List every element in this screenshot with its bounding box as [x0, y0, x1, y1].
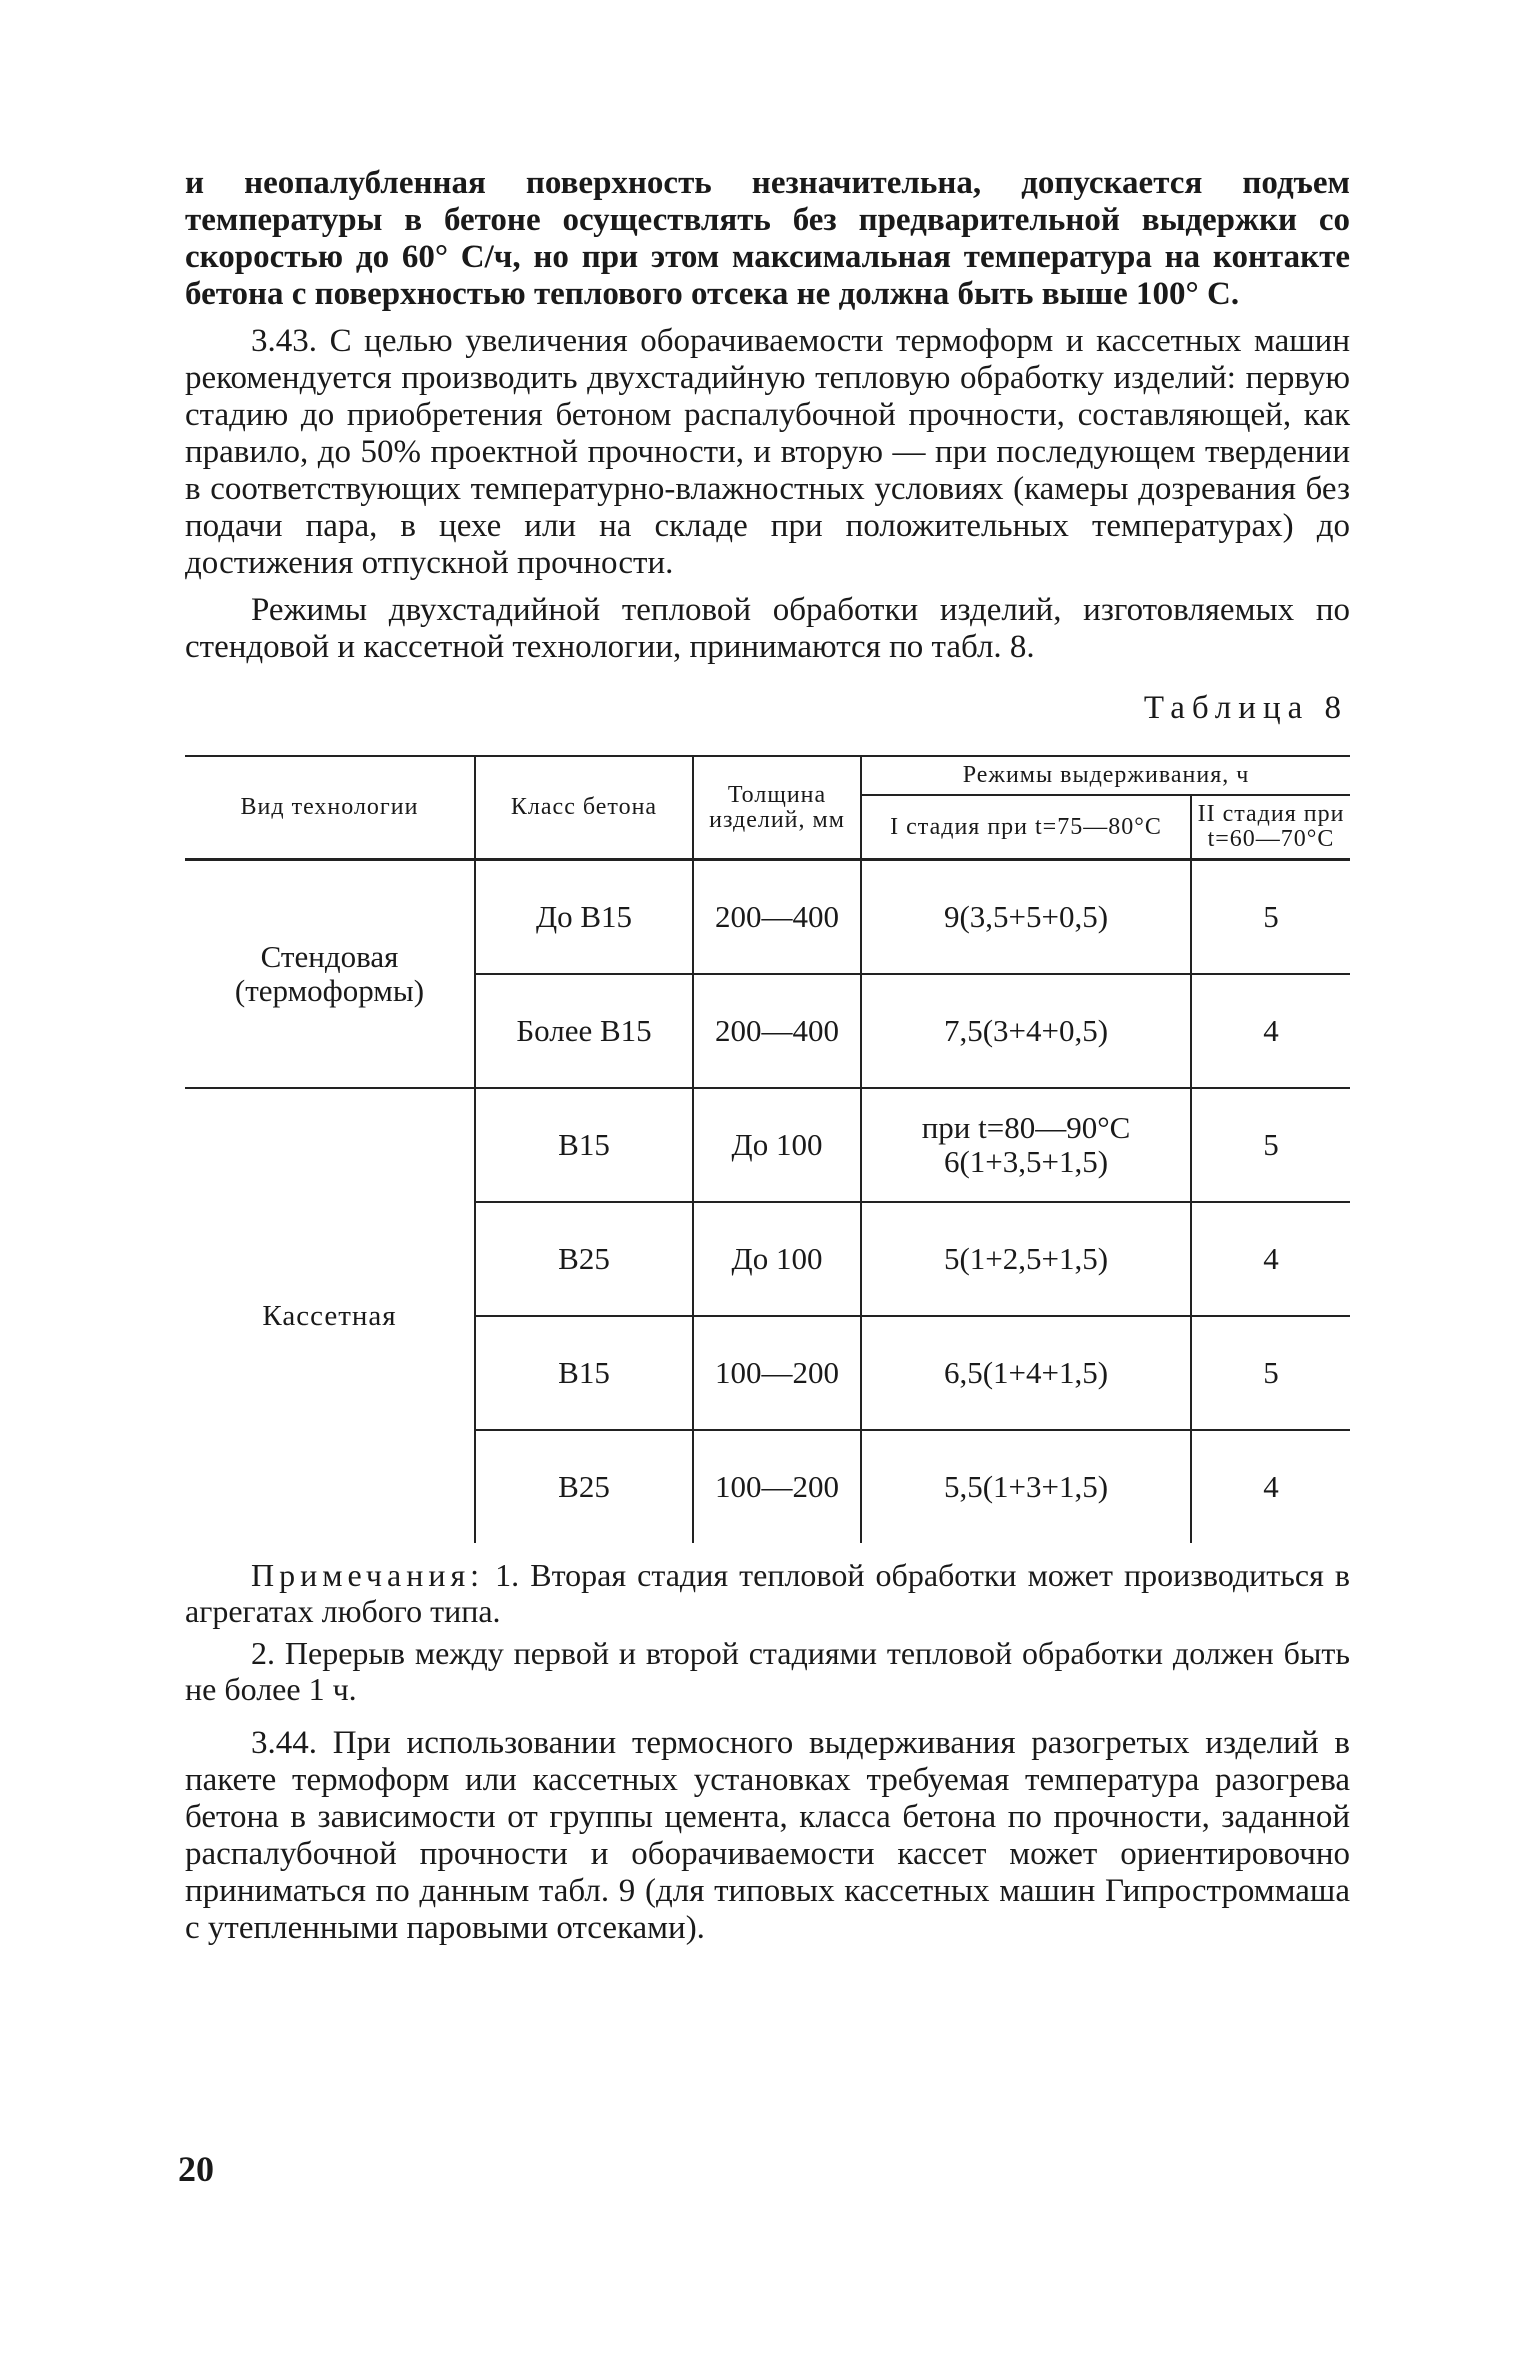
table-row	[185, 1088, 1350, 1202]
cell-stage1: 7,5(3+4+0,5)	[861, 974, 1191, 1088]
table-notes	[185, 1557, 1350, 1707]
paragraph-3-43: 3.43. С целью увеличения оборачиваемости термоформ и кассетных машин рекомендуется производить двухстадийную тепловую обработку изделий: первую стадию до приобретения бетоном распалубочной прочности, составляющей, как правило, до 50% проектной прочности, и вторую — при последующем твердении в соответствующих температурно-влажностных условиях (камеры дозревания без подачи пара, в цехе или на складе при положительных температурах) до достижения отпускной прочности.	[185, 323, 1350, 581]
cell-class: В25	[475, 1430, 693, 1543]
header-modes: Режимы выдерживания, ч	[861, 756, 1350, 795]
cell-thickness: До 100	[693, 1202, 861, 1316]
note-1: 1. Вторая стадия тепловой обработки может производиться в агрегатах любого типа.	[185, 1557, 1351, 1629]
cell-stage2: 4	[1191, 1202, 1350, 1316]
cell-stage1: 9(3,5+5+0,5)	[861, 860, 1191, 975]
cell-thickness: До 100	[693, 1088, 861, 1202]
cell-class: До В15	[475, 860, 693, 975]
cell-thickness: 100—200	[693, 1430, 861, 1543]
header-class: Класс бетона	[475, 756, 693, 860]
cell-thickness: 200—400	[693, 860, 861, 975]
page-number: 20	[178, 2149, 214, 2189]
cell-stage1: при t=80—90°C 6(1+3,5+1,5)	[861, 1088, 1191, 1202]
intro-paragraph: и неопалубленная поверхность незначительна, допускается подъем температуры в бетоне осуществлять без предварительной выдержки со скоростью до 60° С/ч, но при этом максимальная температура на контакте бетона с поверхностью теплового отсека не должна быть выше 100° С.	[185, 165, 1350, 312]
notes-label: Примечания:	[251, 1557, 485, 1593]
header-thickness: Толщина изделий, мм	[693, 756, 861, 860]
header-stage2: II стадия при t=60—70°C	[1191, 795, 1350, 860]
header-stage1: I стадия при t=75—80°C	[861, 795, 1191, 860]
cell-stage2: 4	[1191, 974, 1350, 1088]
cell-thickness: 200—400	[693, 974, 861, 1088]
cell-thickness: 100—200	[693, 1316, 861, 1430]
note-2: 2. Перерыв между первой и второй стадиями тепловой обработки должен быть не более 1 ч.	[185, 1635, 1350, 1707]
cell-stage1: 5,5(1+3+1,5)	[861, 1430, 1191, 1543]
table-caption: Таблица 8	[1143, 690, 1348, 726]
paragraph-3-43-continuation: Режимы двухстадийной тепловой обработки изделий, изготовляемых по стендовой и кассетной технологии, принимаются по табл. 8.	[185, 592, 1350, 665]
cell-stage2: 5	[1191, 1316, 1350, 1430]
cell-stage1: 5(1+2,5+1,5)	[861, 1202, 1191, 1316]
group-stand: Стендовая (термоформы)	[185, 860, 475, 1089]
cell-class: В25	[475, 1202, 693, 1316]
table-8	[185, 755, 1350, 1543]
cell-stage2: 5	[1191, 1088, 1350, 1202]
paragraph-3-44: 3.44. При использовании термосного выдерживания разогретых изделий в пакете термоформ или кассетных установках требуемая температура разогрева бетона в зависимости от группы цемента, класса бетона по прочности, заданной распалубочной прочности и оборачиваемости кассет может ориентировочно приниматься по данным табл. 9 (для типовых кассетных машин Гипростроммаша с утепленными паровыми отсеками).	[185, 1725, 1350, 1946]
cell-stage2: 4	[1191, 1430, 1350, 1543]
table-row	[185, 860, 1350, 975]
cell-stage1: 6,5(1+4+1,5)	[861, 1316, 1191, 1430]
header-tech: Вид технологии	[185, 756, 475, 860]
cell-stage2: 5	[1191, 860, 1350, 975]
page-content	[185, 165, 1350, 1947]
cell-class: В15	[475, 1088, 693, 1202]
group-cassette: Кассетная	[262, 1300, 397, 1332]
cell-class: В15	[475, 1316, 693, 1430]
cell-class: Более В15	[475, 974, 693, 1088]
